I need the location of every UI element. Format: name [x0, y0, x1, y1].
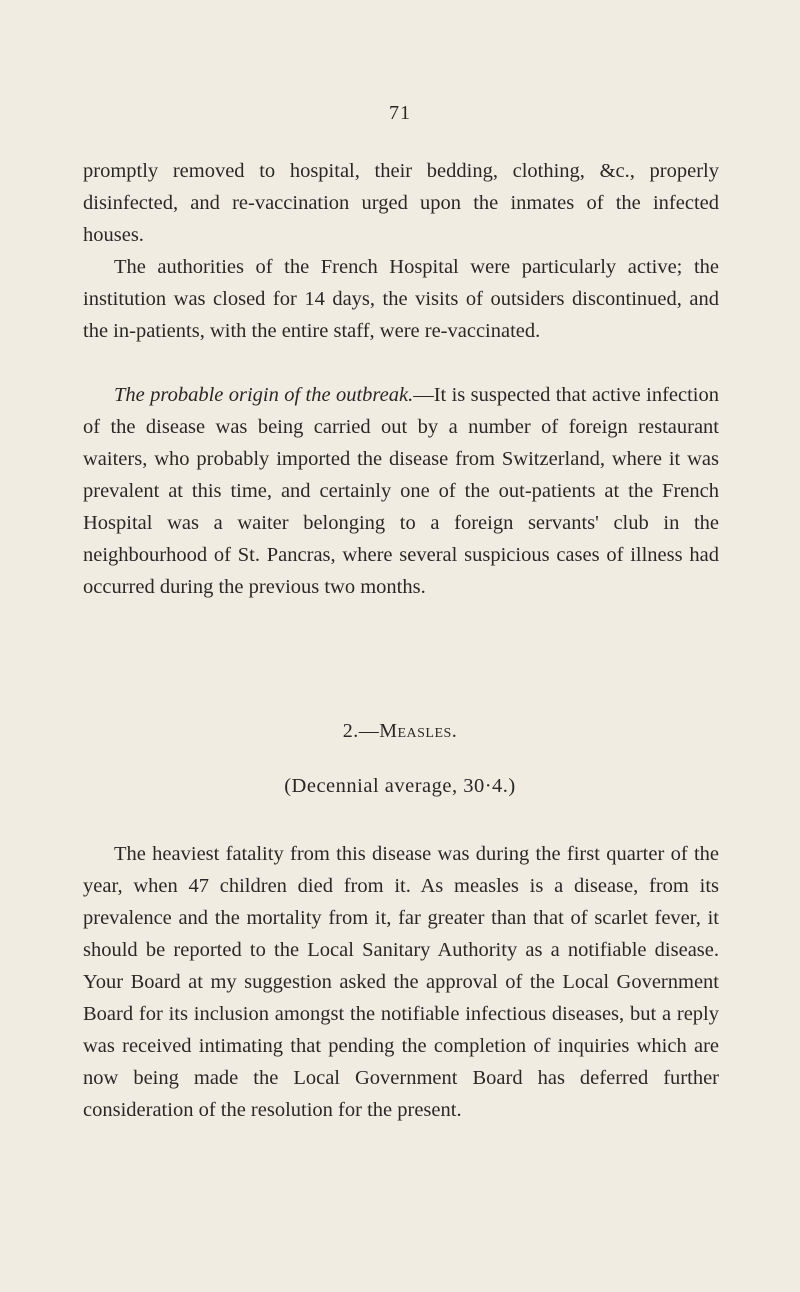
- probable-origin-heading: The probable origin of the outbreak.: [114, 384, 414, 406]
- paragraph-french-hospital: The authorities of the French Hospital were particularly active; the institution was closed for 14 days, the visits of outsiders discontinued, and the in-patients, with the entire staff, were re-vaccinated.: [83, 256, 719, 342]
- decennial-average: (Decennial average, 30·4.): [284, 775, 516, 797]
- page-number: 71: [389, 102, 411, 124]
- paragraph-continuation: promptly removed to hospital, their bedding, clothing, &c., properly disinfected, and re-vaccination urged upon the inmates of the infected houses.: [83, 160, 719, 246]
- probable-origin-body: —It is suspected that active infection of the disease was being carried out by a number of foreign restaurant waiters, who probably imported the disease from Switzerland, where it was prevalent at this time, and certainly one of the out-patients at the French Hospital was a waiter belonging to a foreign servants' club in the neighbourhood of St. Pancras, where several suspicious cases of illness had occurred during the previous two months.: [83, 384, 720, 598]
- paragraph-measles: The heaviest fatality from this disease was during the first quarter of the year, when 47 children died from it. As measles is a disease, from its prevalence and the mortality from it, far greater than that of scarlet fever, it should be reported to the Local Sanitary Authority as a notifiable disease. Your Board at my suggestion asked the approval of the Local Government Board for its inclusion amongst the notifiable infectious diseases, but a reply was received intimating that pending the completion of inquiries which are now being made the Local Government Board has deferred further consideration of the resolution for the present.: [83, 843, 719, 1121]
- paragraph-probable-origin: [83, 379, 719, 603]
- section-heading-measles: 2.—Measles.: [342, 720, 458, 742]
